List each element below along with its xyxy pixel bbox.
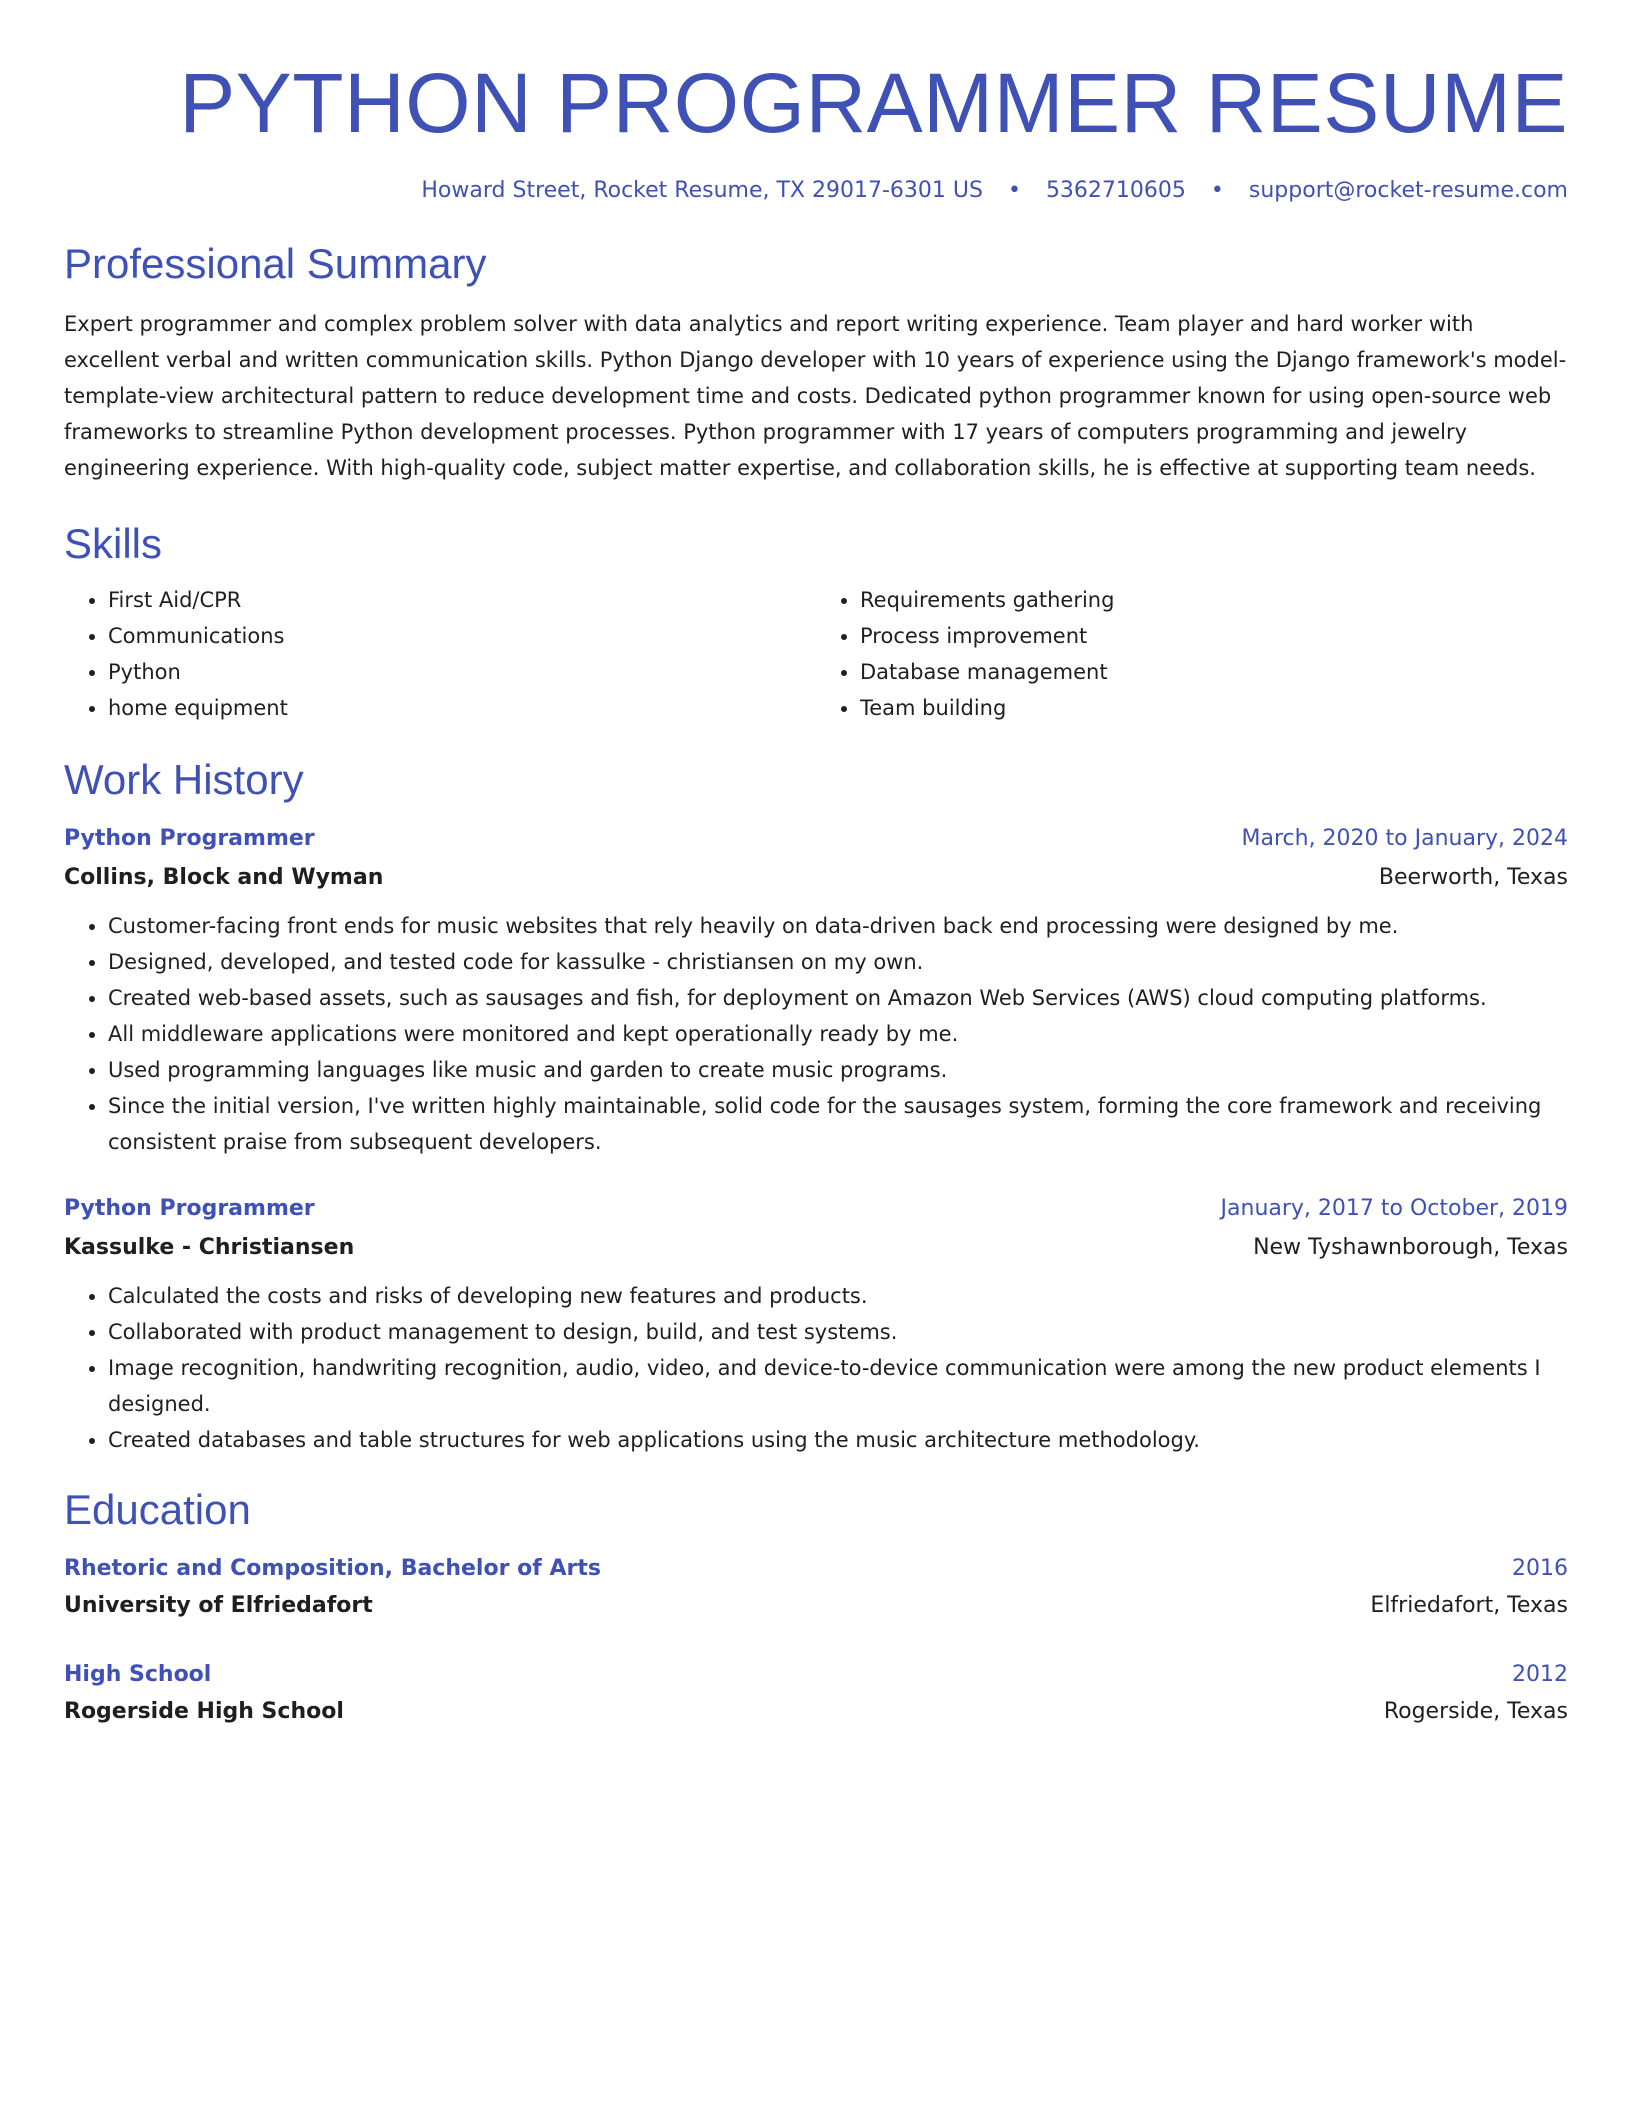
job-bullet: • Created databases and table structures for web applications using the music architecture methodology. xyxy=(108,1422,1568,1458)
section-title-work-history: Work History xyxy=(64,756,304,803)
job-bullets xyxy=(64,1278,1568,1458)
education-location: Elfriedafort, Texas xyxy=(1370,1593,1568,1618)
job-bullet: • Designed, developed, and tested code for kassulke - christiansen on my own. xyxy=(108,944,1568,980)
job-entry xyxy=(64,1190,1568,1458)
contact-address: Howard Street, Rocket Resume, TX 29017-6301 US xyxy=(421,178,983,203)
resume-header xyxy=(64,52,1568,206)
job-dates: March, 2020 to January, 2024 xyxy=(1241,826,1568,851)
job-header-row xyxy=(64,820,1568,858)
job-location: New Tyshawnborough, Texas xyxy=(1253,1235,1568,1260)
education-school: University of Elfriedafort xyxy=(64,1593,373,1618)
skill-item: • Python xyxy=(108,654,816,690)
section-title-education: Education xyxy=(64,1486,251,1533)
education-header-row xyxy=(64,1550,1568,1588)
contact-email: support@rocket-resume.com xyxy=(1248,178,1568,203)
job-company: Kassulke - Christiansen xyxy=(64,1235,355,1260)
skill-item: • Process improvement xyxy=(860,618,1568,654)
skill-item: • Team building xyxy=(860,690,1568,726)
education-header-row xyxy=(64,1656,1568,1694)
education-school-row xyxy=(64,1694,1568,1730)
skill-item: • Requirements gathering xyxy=(860,582,1568,618)
job-bullet: • Used programming languages like music and garden to create music programs. xyxy=(108,1052,1568,1088)
skill-item: • First Aid/CPR xyxy=(108,582,816,618)
job-company-row xyxy=(64,858,1568,898)
education-degree: High School xyxy=(64,1662,212,1687)
education-school: Rogerside High School xyxy=(64,1699,344,1724)
education-entry xyxy=(64,1656,1568,1730)
job-bullet: • Image recognition, handwriting recognition, audio, video, and device-to-device communication were among the new product elements I designed. xyxy=(108,1350,1568,1422)
skills-list xyxy=(64,582,1568,726)
job-company-row xyxy=(64,1228,1568,1268)
job-bullet: • Created web-based assets, such as sausages and fish, for deployment on Amazon Web Services (AWS) cloud computing platforms. xyxy=(108,980,1568,1016)
job-bullet: • All middleware applications were monitored and kept operationally ready by me. xyxy=(108,1016,1568,1052)
education-location: Rogerside, Texas xyxy=(1383,1699,1568,1724)
skill-item: • Database management xyxy=(860,654,1568,690)
education-school-row xyxy=(64,1588,1568,1624)
contact-line xyxy=(64,176,1568,206)
skills-column-right xyxy=(816,582,1568,726)
job-bullet: • Since the initial version, I've written highly maintainable, solid code for the sausages system, forming the core framework and receiving consistent praise from subsequent developers. xyxy=(108,1088,1568,1160)
summary-text: Expert programmer and complex problem solver with data analytics and report writing experience. Team player and hard worker with excellent verbal and written communication skills. Python Django developer with 10 years of experience using the Django framework's model-template-view architectural pattern to reduce development time and costs. Dedicated python programmer known for using open-source web frameworks to streamline Python development processes. Python programmer with 17 years of computers programming and jewelry engineering experience. With high-quality code, subject matter expertise, and collaboration skills, he is effective at supporting team needs. xyxy=(64,312,1567,480)
job-bullet: • Collaborated with product management to design, build, and test systems. xyxy=(108,1314,1568,1350)
skill-item: • Communications xyxy=(108,618,816,654)
education-year: 2012 xyxy=(1512,1662,1568,1687)
skill-item: • home equipment xyxy=(108,690,816,726)
job-entry xyxy=(64,820,1568,1160)
skills-column-left xyxy=(64,582,816,726)
job-title: Python Programmer xyxy=(64,826,315,851)
job-bullet: • Customer-facing front ends for music websites that rely heavily on data-driven back end processing were designed by me. xyxy=(108,908,1568,944)
job-header-row xyxy=(64,1190,1568,1228)
job-bullets xyxy=(64,908,1568,1160)
education-entry xyxy=(64,1550,1568,1624)
contact-phone: 5362710605 xyxy=(1045,178,1186,203)
bullet-separator: • xyxy=(1007,178,1021,203)
section-title-summary: Professional Summary xyxy=(64,240,487,287)
job-location: Beerworth, Texas xyxy=(1378,865,1568,890)
job-company: Collins, Block and Wyman xyxy=(64,865,384,890)
education-year: 2016 xyxy=(1512,1556,1568,1581)
job-title: Python Programmer xyxy=(64,1196,315,1221)
job-bullet: • Calculated the costs and risks of developing new features and products. xyxy=(108,1278,1568,1314)
section-title-skills: Skills xyxy=(64,520,163,567)
education-degree: Rhetoric and Composition, Bachelor of Arts xyxy=(64,1556,601,1581)
job-dates: January, 2017 to October, 2019 xyxy=(1220,1196,1568,1221)
resume-title: PYTHON PROGRAMMER RESUME xyxy=(179,56,1568,150)
bullet-separator: • xyxy=(1210,178,1224,203)
